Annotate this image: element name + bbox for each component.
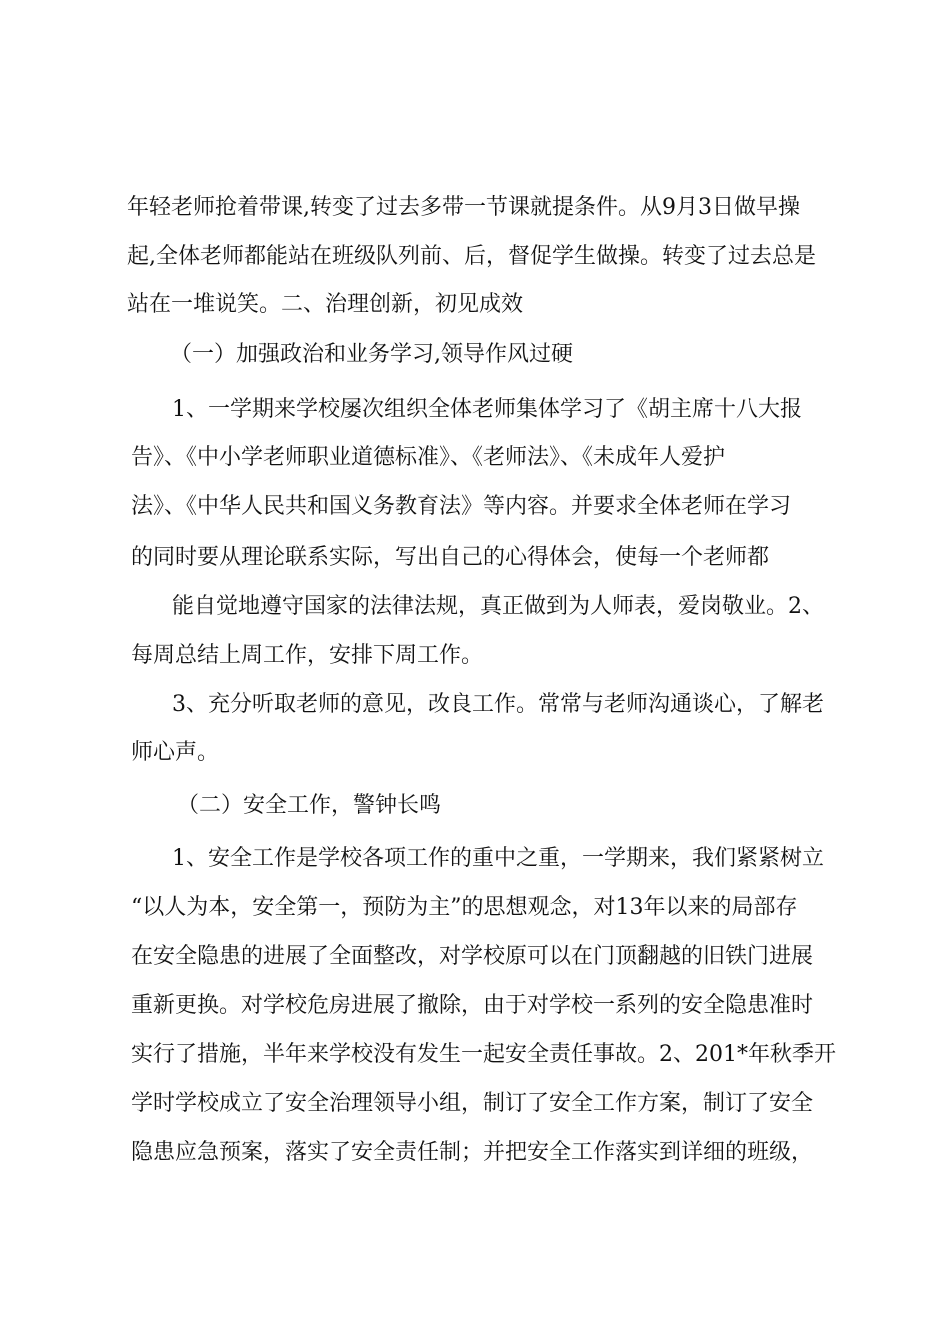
- text-line: 学时学校成立了安全治理领导小组，制订了安全工作方案，制订了安全: [131, 1091, 814, 1116]
- text-line: 3、充分听取老师的意见，改良工作。常常与老师沟通谈心，了解老: [172, 692, 824, 717]
- text-line: 的同时要从理论联系实际，写出自己的心得体会，使每一个老师都: [131, 545, 770, 570]
- text-line: 告》、《中小学老师职业道德标准》、《老师法》、《未成年人爱护: [131, 445, 726, 470]
- section-heading: （二）安全工作，警钟长鸣: [177, 793, 442, 818]
- text-line: 师心声。: [131, 740, 220, 765]
- text-line: 1、一学期来学校屡次组织全体老师集体学习了《胡主席十八大报: [172, 397, 802, 422]
- text-line: 实行了措施，半年来学校没有发生一起安全责任事故。2、201*年秋季开: [131, 1042, 836, 1067]
- text-line: 能自觉地遵守国家的法律法规，真正做到为人师表，爱岗敬业。2、: [172, 594, 824, 619]
- text-line: 站在一堆说笑。二、治理创新，初见成效: [127, 292, 524, 317]
- text-line: 在安全隐患的进展了全面整改，对学校原可以在门顶翻越的旧铁门进展: [131, 944, 814, 969]
- text-line: 年轻老师抢着带课,转变了过去多带一节课就提条件。从9月3日做早操: [127, 195, 800, 220]
- text-line: 重新更换。对学校危房进展了撤除，由于对学校一系列的安全隐患准时: [131, 993, 814, 1018]
- text-line: 每周总结上周工作，安排下周工作。: [131, 643, 484, 668]
- section-heading: （一）加强政治和业务学习,领导作风过硬: [170, 342, 573, 367]
- text-line: 法》、《中华人民共和国义务教育法》等内容。并要求全体老师在学习: [131, 494, 792, 519]
- text-line: 隐患应急预案，落实了安全责任制；并把安全工作落实到详细的班级，: [131, 1140, 814, 1165]
- text-line: 1、安全工作是学校各项工作的重中之重，一学期来，我们紧紧树立: [172, 846, 824, 871]
- text-line: 起,全体老师都能站在班级队列前、后，督促学生做操。转变了过去总是: [127, 244, 816, 269]
- text-line: “以人为本，安全第一，预防为主”的思想观念，对13年以来的局部存: [131, 895, 798, 920]
